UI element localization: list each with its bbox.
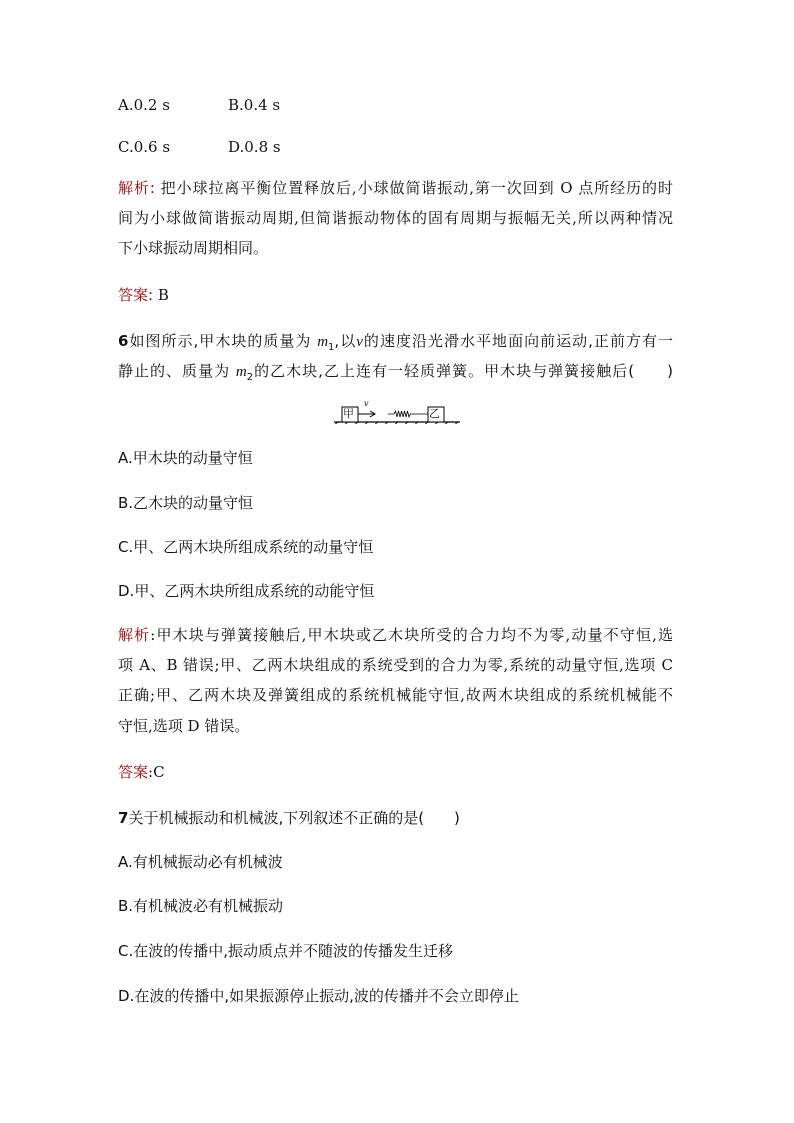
option-b: B.0.4 s — [228, 96, 281, 114]
q7-option-c: C.在波的传播中,振动质点并不随波的传播发生迁移 — [118, 942, 454, 960]
answer-value: B — [157, 286, 169, 304]
q6-answer — [118, 762, 165, 782]
q6-option-b: B.乙木块的动量守恒 — [118, 494, 254, 512]
q6-figure — [332, 399, 462, 424]
q6-stem-line-1 — [118, 331, 673, 358]
q5-answer — [118, 285, 169, 305]
q7-option-d: D.在波的传播中,如果振源停止振动,波的传播并不会立即停止 — [118, 987, 519, 1005]
analysis-text: :甲木块与弹簧接触后,甲木块或乙木块所受的合力均不为零,动量不守恒,选 — [150, 626, 673, 644]
stem-text: 的速度沿光滑水平地面向前运动,正前方有一 — [362, 332, 673, 350]
q5-analysis-line — [118, 178, 673, 198]
option-d: D.0.8 s — [228, 138, 281, 156]
analysis-text: 把小球拉离平衡位置释放后,小球做简谐振动,第一次回到 O 点所经历的时 — [160, 179, 673, 197]
q7-option-a: A.有机械振动必有机械波 — [118, 853, 283, 871]
q6-analysis-line: 守恒,选项 D 错误。 — [118, 717, 250, 735]
mass-subscript: 2 — [246, 372, 254, 383]
answer-value: :C — [148, 763, 165, 781]
q6-stem-line-2 — [118, 361, 673, 388]
q5-options-row-1 — [118, 95, 281, 115]
mass-subscript: 1 — [328, 342, 335, 353]
q6-option-a: A.甲木块的动量守恒 — [118, 449, 253, 467]
block-yi-label: 乙 — [429, 407, 440, 420]
question-number: 6 — [118, 332, 129, 350]
question-number: 7 — [118, 809, 129, 827]
stem-text: 关于机械振动和机械波,下列叙述不正确的是( ) — [128, 809, 460, 827]
q5-analysis-line: 间为小球做简谐振动周期,但简谐振动物体的固有周期与振幅无关,所以两种情况 — [118, 209, 673, 227]
q6-analysis-line: 项 A、B 错误;甲、乙两木块组成的系统受到的合力为零,系统的动量守恒,选项 C — [118, 656, 673, 674]
answer-label: 答案: — [118, 286, 154, 304]
mass-symbol: m — [235, 364, 247, 380]
analysis-label: 解析: — [118, 179, 155, 197]
stem-text: 如图所示,甲木块的质量为 — [128, 332, 318, 350]
q7-stem — [118, 808, 460, 828]
q5-analysis-line: 下小球振动周期相同。 — [118, 239, 269, 257]
velocity-label: v — [364, 399, 369, 408]
block-jia-label: 甲 — [343, 407, 354, 420]
option-c: C.0.6 s — [118, 138, 171, 156]
stem-text: 静止的、质量为 — [118, 362, 236, 380]
velocity-symbol: v — [356, 334, 363, 350]
stem-text: ,以 — [334, 332, 357, 350]
answer-label: 答案 — [118, 763, 149, 781]
q6-analysis-line — [118, 625, 673, 645]
stem-text: 的乙木块,乙上连有一轻质弹簧。甲木块与弹簧接触后( ) — [253, 362, 673, 380]
q6-analysis-line: 正确;甲、乙两木块及弹簧组成的系统机械能守恒,故两木块组成的系统机械能不 — [118, 686, 673, 704]
q6-option-d: D.甲、乙两木块所组成系统的动能守恒 — [118, 582, 375, 600]
q6-option-c: C.甲、乙两木块所组成系统的动量守恒 — [118, 538, 374, 556]
mass-symbol: m — [317, 334, 329, 350]
option-a: A.0.2 s — [118, 96, 170, 114]
q5-options-row-2 — [118, 137, 281, 157]
q7-option-b: B.有机械波必有机械振动 — [118, 897, 284, 915]
analysis-label: 解析 — [118, 626, 151, 644]
